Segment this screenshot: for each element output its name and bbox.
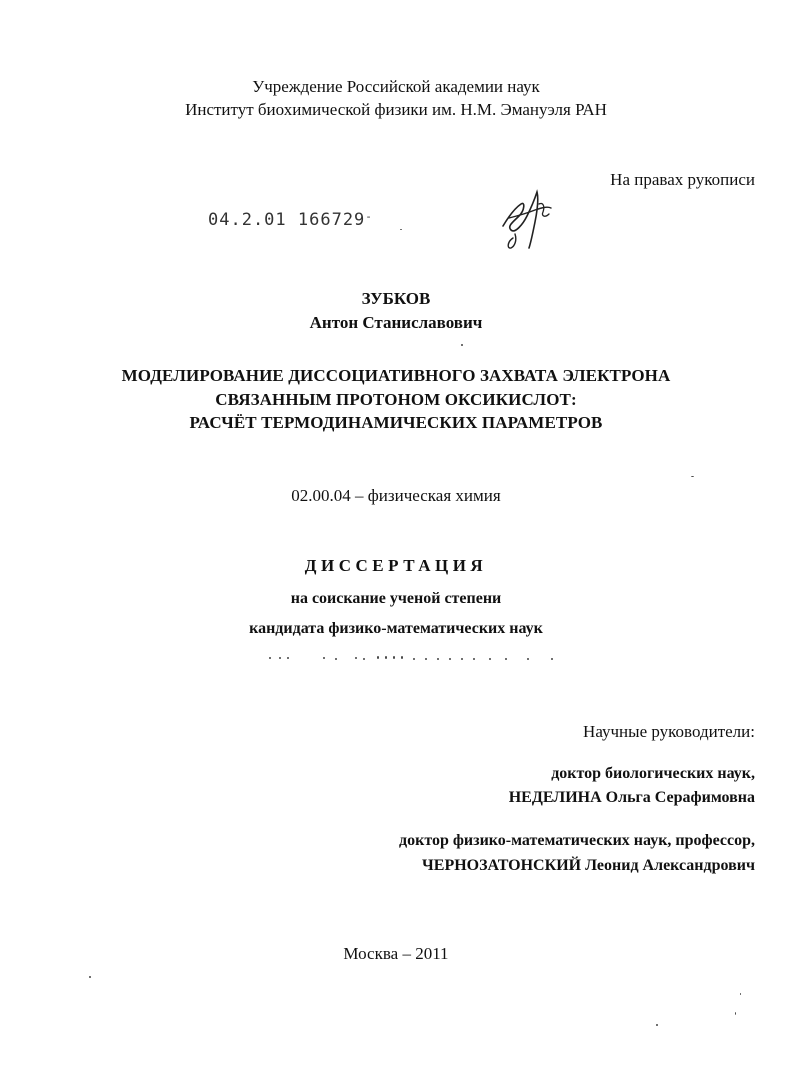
author-given-names: Антон Станиславович <box>309 313 483 332</box>
scan-speck <box>400 229 402 230</box>
title-line-1: МОДЕЛИРОВАНИЕ ДИССОЦИАТИВНОГО ЗАХВАТА ЭЛЕКТРОНА <box>121 366 671 385</box>
supervisor-2-name: ЧЕРНОЗАТОНСКИЙ Леонид Александрович <box>422 857 755 874</box>
place-and-year: Москва – 2011 <box>343 944 449 963</box>
scan-speck <box>740 993 741 995</box>
scan-speck <box>691 476 694 477</box>
supervisor-2-degree: доктор физико-математических наук, профессор, <box>399 832 755 849</box>
degree-line-2: кандидата физико-математических наук <box>249 620 543 637</box>
scan-speck <box>656 1024 658 1026</box>
scan-speck <box>89 976 91 978</box>
scan-noise-row <box>265 651 570 665</box>
title-line-3: РАСЧЁТ ТЕРМОДИНАМИЧЕСКИХ ПАРАМЕТРОВ <box>189 413 603 432</box>
supervisor-1-degree: доктор биологических наук, <box>551 765 755 782</box>
degree-heading: ДИССЕРТАЦИЯ <box>304 556 488 575</box>
supervisor-1-name: НЕДЕЛИНА Ольга Серафимовна <box>508 789 755 806</box>
author-surname: ЗУБКОВ <box>361 289 431 308</box>
specialty-code: 02.00.04 – физическая химия <box>291 486 501 505</box>
degree-line-1: на соискание ученой степени <box>290 590 502 607</box>
institution-line-2: Институт биохимической физики им. Н.М. Эмануэля РАН <box>185 100 607 119</box>
signature-icon <box>495 186 559 252</box>
stamp-number-text: 04.2.01 166729 <box>208 210 366 230</box>
rights-note: На правах рукописи <box>610 170 755 189</box>
scan-speck <box>461 344 463 346</box>
supervisors-heading: Научные руководители: <box>583 722 755 741</box>
title-line-2: СВЯЗАННЫМ ПРОТОНОМ ОКСИКИСЛОТ: <box>215 390 577 409</box>
archive-stamp-number <box>208 210 373 230</box>
stamp-mark: - <box>365 210 373 223</box>
institution-line-1: Учреждение Российской академии наук <box>252 77 540 96</box>
scan-speck <box>735 1012 736 1015</box>
